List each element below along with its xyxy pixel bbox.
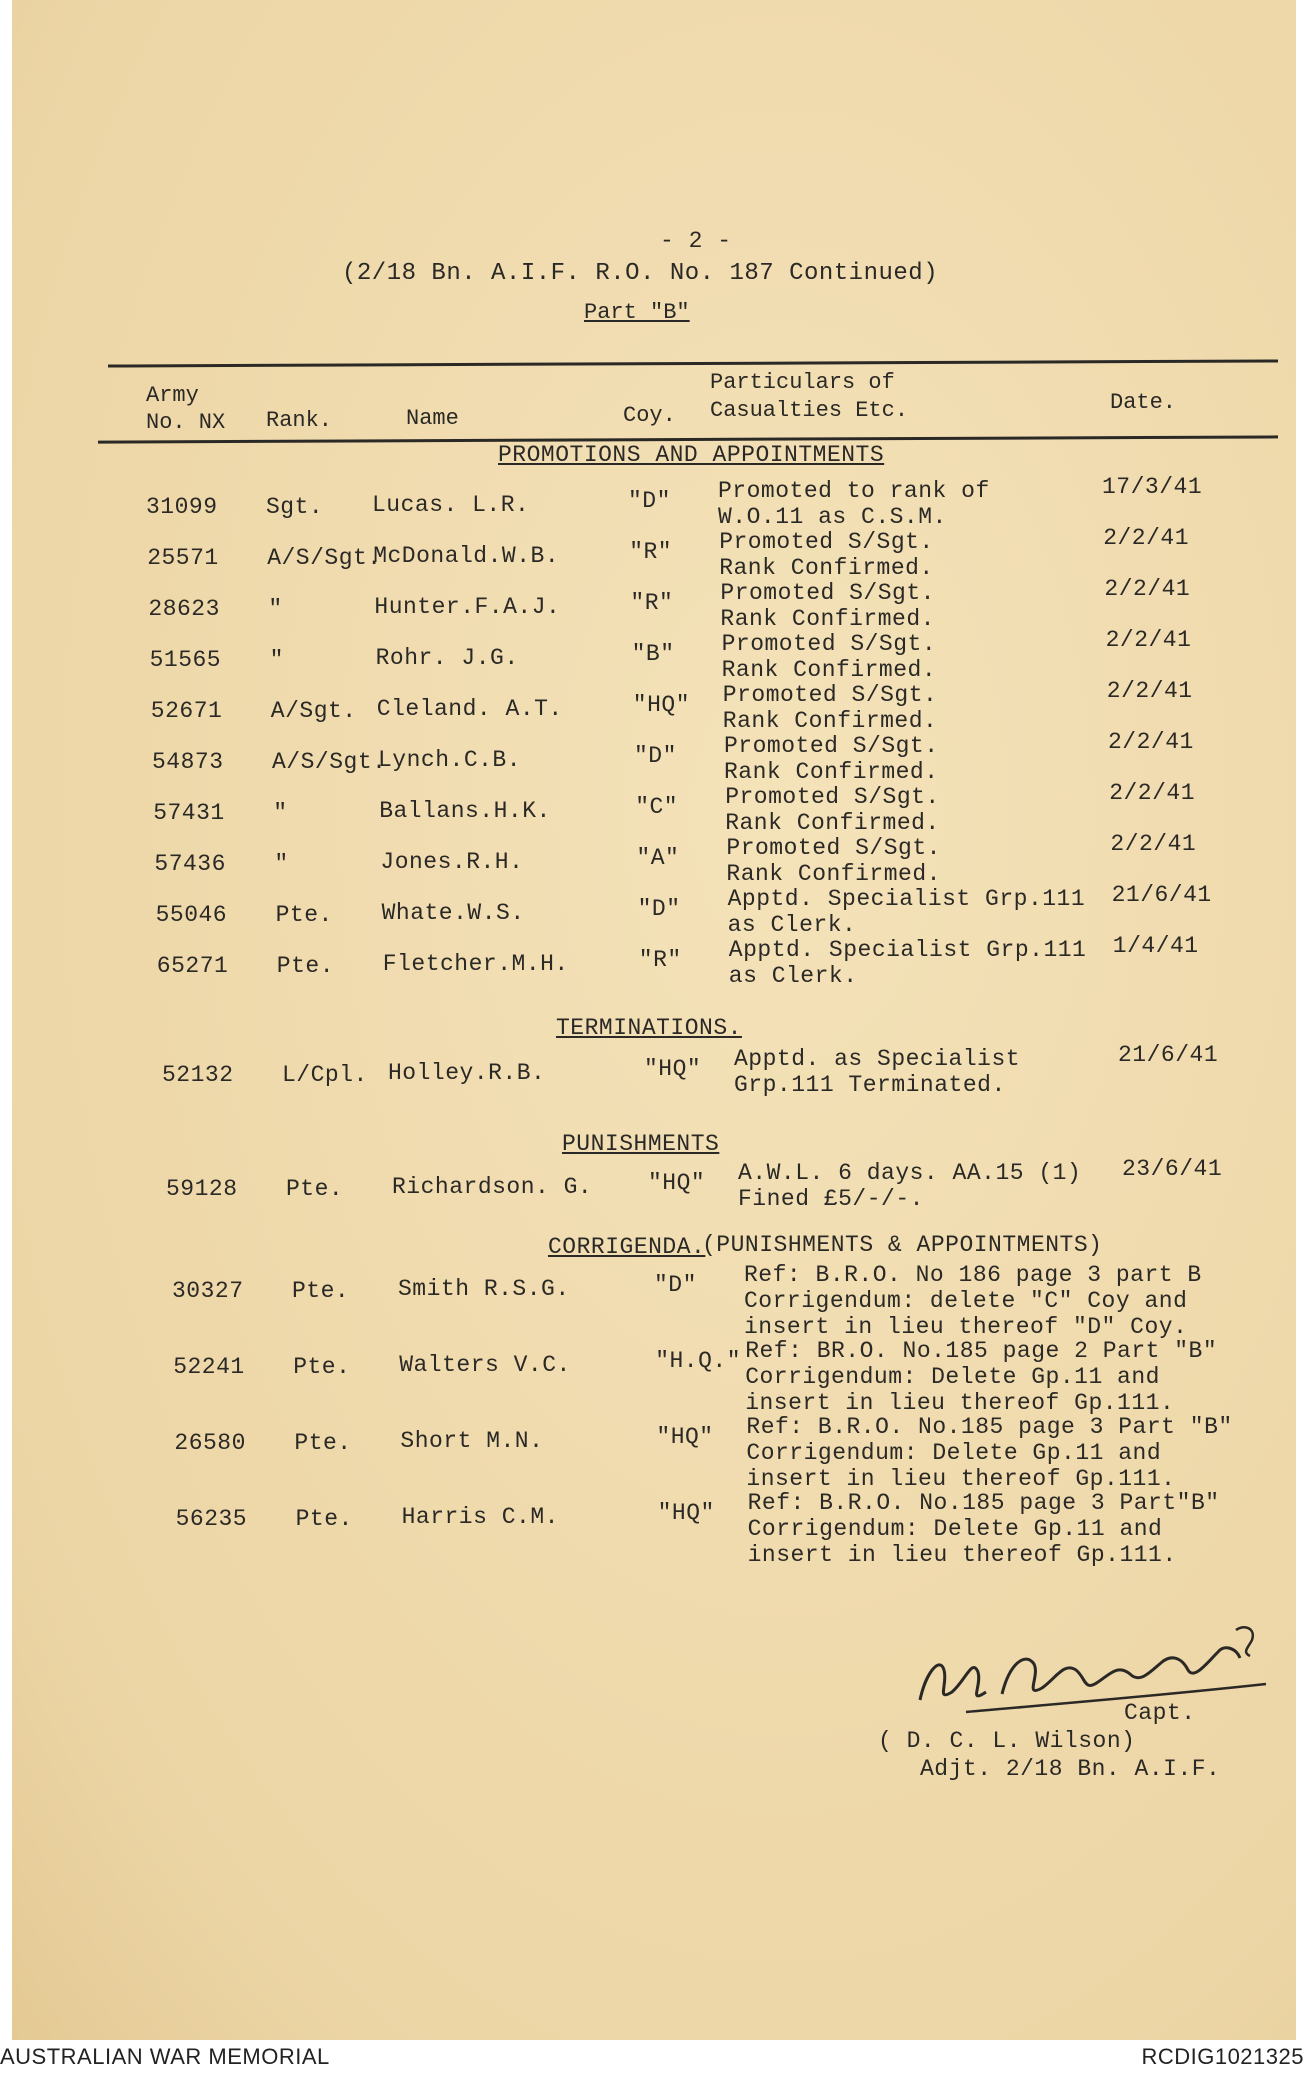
rank: " <box>268 596 283 622</box>
soldier-name: Rohr. J.G. <box>375 645 519 671</box>
army-number: 65271 <box>156 953 229 979</box>
army-number: 55046 <box>155 902 228 928</box>
col-army-no-line2: No. NX <box>146 410 226 435</box>
particulars-line: Apptd. Specialist Grp.111 <box>728 937 1087 963</box>
army-number: 31099 <box>146 494 218 520</box>
signature-rank: Capt. <box>1124 1700 1196 1726</box>
soldier-name: Holley.R.B. <box>388 1060 546 1086</box>
entry-date: 17/3/41 <box>1102 474 1203 500</box>
particulars-line: A.W.L. 6 days. AA.15 (1) <box>738 1160 1082 1186</box>
particulars-line: Rank Confirmed. <box>722 708 938 734</box>
rank: Pte. <box>295 1506 353 1532</box>
company: "B" <box>631 641 675 667</box>
particulars-line: Promoted S/Sgt. <box>721 631 937 657</box>
particulars-line: Promoted S/Sgt. <box>719 529 934 555</box>
company: "R" <box>638 947 682 973</box>
entry-date: 2/2/41 <box>1104 576 1191 602</box>
particulars-line: Promoted to rank of <box>718 478 990 504</box>
soldier-name: Fletcher.M.H. <box>382 951 569 977</box>
particulars-line: Promoted S/Sgt. <box>726 835 941 861</box>
particulars-line: Promoted S/Sgt. <box>724 733 939 759</box>
soldier-name: Short M.N. <box>400 1428 544 1454</box>
particulars-line: Rank Confirmed. <box>721 657 937 683</box>
section-punishments: PUNISHMENTS <box>562 1131 720 1157</box>
signature-name: ( D. C. L. Wilson) <box>878 1728 1136 1754</box>
corrigenda-note: (PUNISHMENTS & APPOINTMENTS) <box>702 1232 1103 1258</box>
col-army-no-line1: Army <box>146 383 199 408</box>
company: "R" <box>629 539 673 565</box>
soldier-name: Hunter.F.A.J. <box>374 594 561 620</box>
army-number: 56235 <box>175 1506 248 1532</box>
entry-date: 2/2/41 <box>1109 780 1196 806</box>
particulars-line: as Clerk. <box>728 963 858 989</box>
particulars-line: Ref: BR.O. No.185 page 2 Part "B" <box>745 1338 1218 1364</box>
rank: " <box>273 800 288 826</box>
document-title: (2/18 Bn. A.I.F. R.O. No. 187 Continued) <box>342 260 939 287</box>
army-number: 52671 <box>150 698 223 724</box>
rank: Pte. <box>276 953 335 979</box>
army-number: 54873 <box>152 749 224 775</box>
company: "HQ" <box>632 692 691 718</box>
entry-date: 2/2/41 <box>1108 729 1194 755</box>
rank: Pte. <box>275 902 333 928</box>
particulars-line: Fined £5/-/-. <box>738 1186 924 1212</box>
rank: Pte. <box>286 1176 344 1202</box>
particulars-line: insert in lieu thereof Gp.111. <box>747 1542 1177 1568</box>
company: "HQ" <box>644 1056 702 1082</box>
company: "R" <box>630 590 674 616</box>
rank: " <box>274 851 289 877</box>
soldier-name: Whate.W.S. <box>381 900 525 926</box>
signature-image <box>906 1612 1286 1722</box>
section-terminations: TERMINATIONS. <box>556 1015 742 1041</box>
soldier-name: Lynch.C.B. <box>378 747 522 773</box>
particulars-line: Promoted S/Sgt. <box>720 580 935 606</box>
particulars-line: Corrigendum: Delete Gp.11 and <box>745 1364 1160 1390</box>
soldier-name: McDonald.W.B. <box>373 543 560 569</box>
part-label: Part "B" <box>584 300 690 325</box>
rank: A/S/Sgt. <box>267 545 382 571</box>
col-particulars-line2: Casualties Etc. <box>710 398 909 423</box>
army-number: 30327 <box>172 1278 244 1304</box>
entry-date: 21/6/41 <box>1118 1042 1219 1068</box>
document-page <box>12 0 1296 2040</box>
particulars-line: Promoted S/Sgt. <box>725 784 940 810</box>
company: "HQ" <box>648 1170 706 1196</box>
rank: A/S/Sgt. <box>272 749 387 775</box>
army-number: 26580 <box>174 1430 246 1456</box>
particulars-line: Rank Confirmed. <box>724 759 939 785</box>
army-number: 28623 <box>148 596 220 622</box>
particulars-line: Corrigendum: Delete Gp.11 and <box>746 1440 1162 1466</box>
soldier-name: Richardson. G. <box>392 1174 593 1200</box>
entry-date: 21/6/41 <box>1111 882 1212 908</box>
table-top-rule <box>108 359 1278 367</box>
particulars-line: Rank Confirmed. <box>719 555 934 581</box>
company: "D" <box>654 1272 697 1298</box>
company: "D" <box>628 488 671 514</box>
rank: Sgt. <box>266 494 324 520</box>
army-number: 52132 <box>162 1062 234 1088</box>
rank: L/Cpl. <box>282 1062 368 1088</box>
company: "A" <box>636 845 680 871</box>
soldier-name: Walters V.C. <box>399 1352 571 1378</box>
rank: Pte. <box>292 1278 350 1304</box>
section-corrigenda: CORRIGENDA. <box>548 1234 706 1260</box>
col-name: Name <box>406 406 459 431</box>
particulars-line: Rank Confirmed. <box>720 606 935 632</box>
rank: Pte. <box>294 1430 352 1456</box>
particulars-line: Rank Confirmed. <box>726 861 941 887</box>
rank: " <box>269 647 284 673</box>
footer-id: RCDIG1021325 <box>1141 2044 1304 2069</box>
particulars-line: insert in lieu thereof "D" Coy. <box>744 1314 1188 1340</box>
entry-date: 2/2/41 <box>1106 678 1193 704</box>
army-number: 51565 <box>149 647 222 673</box>
company: "D" <box>637 896 681 922</box>
particulars-line: Apptd. as Specialist <box>734 1046 1021 1072</box>
company: "HQ" <box>656 1424 714 1450</box>
rank: Pte. <box>293 1354 351 1380</box>
particulars-line: insert in lieu thereof Gp.111. <box>746 1466 1176 1492</box>
page-number: - 2 - <box>660 228 732 254</box>
signature-appointment: Adjt. 2/18 Bn. A.I.F. <box>920 1756 1221 1782</box>
particulars-line: Ref: B.R.O. No 186 page 3 part B <box>744 1262 1202 1288</box>
soldier-name: Jones.R.H. <box>380 849 524 875</box>
particulars-line: as Clerk. <box>727 912 857 938</box>
footer-source: AUSTRALIAN WAR MEMORIAL <box>0 2044 330 2069</box>
company: "H.Q." <box>655 1348 742 1374</box>
soldier-name: Cleland. A.T. <box>376 696 563 722</box>
rank: A/Sgt. <box>270 698 357 724</box>
particulars-line: Corrigendum: delete "C" Coy and <box>744 1288 1188 1314</box>
army-number: 57431 <box>153 800 225 826</box>
particulars-line: insert in lieu thereof Gp.111. <box>745 1390 1175 1416</box>
entry-date: 2/2/41 <box>1103 525 1190 551</box>
entry-date: 1/4/41 <box>1112 933 1199 959</box>
soldier-name: Harris C.M. <box>401 1504 559 1530</box>
particulars-line: Ref: B.R.O. No.185 page 3 Part "B" <box>746 1414 1233 1440</box>
col-rank: Rank. <box>266 408 333 433</box>
entry-date: 2/2/41 <box>1110 831 1197 857</box>
company: "D" <box>634 743 677 769</box>
soldier-name: Smith R.S.G. <box>398 1276 570 1302</box>
army-number: 57436 <box>154 851 226 877</box>
company: "HQ" <box>657 1500 715 1526</box>
entry-date: 23/6/41 <box>1122 1156 1223 1182</box>
particulars-line: Promoted S/Sgt. <box>722 682 938 708</box>
company: "C" <box>635 794 679 820</box>
col-date: Date. <box>1110 390 1177 415</box>
particulars-line: Ref: B.R.O. No.185 page 3 Part"B" <box>747 1490 1220 1516</box>
col-coy: Coy. <box>623 403 676 428</box>
army-number: 52241 <box>173 1354 245 1380</box>
particulars-line: W.O.11 as C.S.M. <box>718 504 947 530</box>
col-particulars-line1: Particulars of <box>710 370 895 395</box>
particulars-line: Corrigendum: Delete Gp.11 and <box>747 1516 1163 1542</box>
particulars-line: Grp.111 Terminated. <box>734 1072 1006 1098</box>
particulars-line: Apptd. Specialist Grp.111 <box>727 886 1086 912</box>
particulars-line: Rank Confirmed. <box>725 810 940 836</box>
army-number: 59128 <box>166 1176 238 1202</box>
soldier-name: Ballans.H.K. <box>379 798 551 824</box>
army-number: 25571 <box>147 545 219 571</box>
entry-date: 2/2/41 <box>1105 627 1192 653</box>
section-promotions: PROMOTIONS AND APPOINTMENTS <box>498 442 885 468</box>
soldier-name: Lucas. L.R. <box>372 492 530 518</box>
